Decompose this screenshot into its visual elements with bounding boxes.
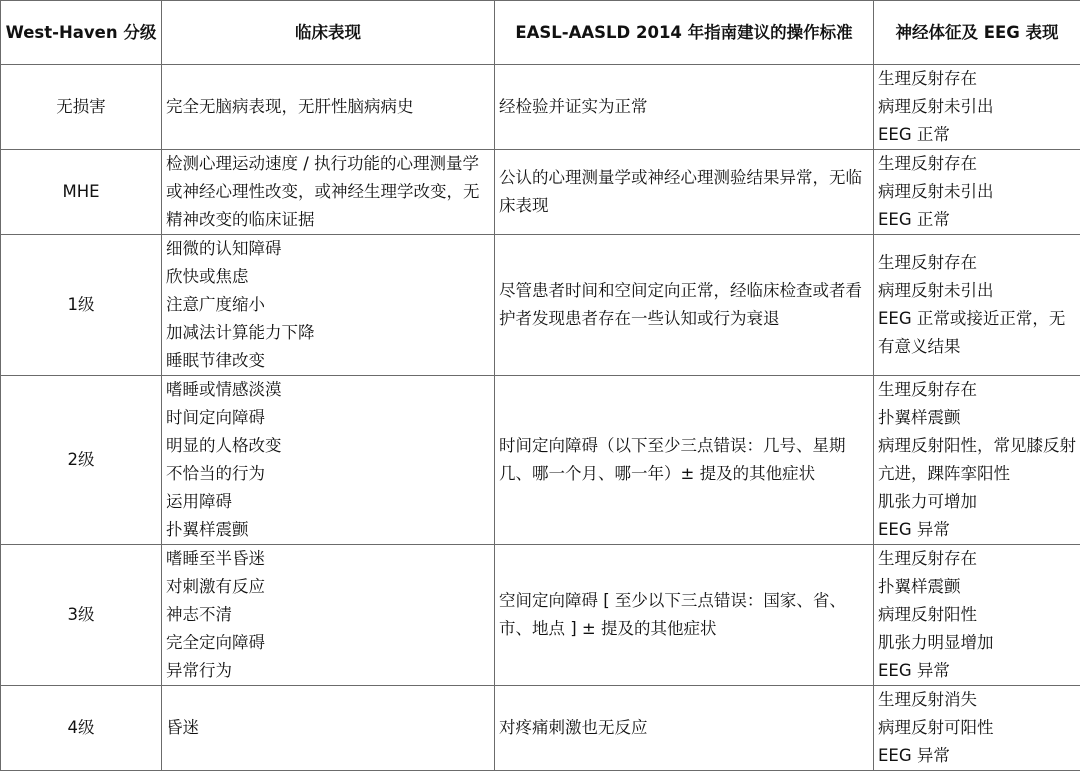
grade-cell: 3级 bbox=[1, 545, 162, 686]
sign-line: 病理反射阳性 bbox=[878, 601, 1076, 629]
criteria-cell: 空间定向障碍 [ 至少以下三点错误：国家、省、市、地点 ] ± 提及的其他症状 bbox=[495, 545, 874, 686]
clinical-line: 完全无脑病表现，无肝性脑病病史 bbox=[166, 93, 490, 121]
clinical-line: 欣快或焦虑 bbox=[166, 263, 490, 291]
clinical-cell bbox=[162, 376, 495, 545]
sign-line: 生理反射存在 bbox=[878, 545, 1076, 573]
sign-line: 病理反射未引出 bbox=[878, 93, 1076, 121]
signs-cell bbox=[874, 65, 1080, 150]
header-clinical: 临床表现 bbox=[162, 1, 495, 65]
header-row bbox=[1, 1, 1080, 65]
table-row bbox=[1, 65, 1080, 150]
clinical-line: 检测心理运动速度 / 执行功能的心理测量学或神经心理性改变，或神经生理学改变，无精神改变的临床证据 bbox=[166, 150, 490, 234]
sign-line: EEG 异常 bbox=[878, 742, 1076, 770]
grade-cell: 2级 bbox=[1, 376, 162, 545]
header-signs: 神经体征及 EEG 表现 bbox=[874, 1, 1080, 65]
sign-line: 病理反射未引出 bbox=[878, 178, 1076, 206]
clinical-line: 嗜睡或情感淡漠 bbox=[166, 376, 490, 404]
clinical-line: 不恰当的行为 bbox=[166, 460, 490, 488]
signs-cell bbox=[874, 376, 1080, 545]
sign-line: 生理反射存在 bbox=[878, 249, 1076, 277]
clinical-line: 明显的人格改变 bbox=[166, 432, 490, 460]
grade-cell: 1级 bbox=[1, 235, 162, 376]
criteria-cell: 对疼痛刺激也无反应 bbox=[495, 686, 874, 771]
clinical-line: 运用障碍 bbox=[166, 488, 490, 516]
clinical-line: 注意广度缩小 bbox=[166, 291, 490, 319]
grade-cell: MHE bbox=[1, 150, 162, 235]
clinical-line: 对刺激有反应 bbox=[166, 573, 490, 601]
sign-line: 生理反射消失 bbox=[878, 686, 1076, 714]
criteria-cell: 公认的心理测量学或神经心理测验结果异常，无临床表现 bbox=[495, 150, 874, 235]
sign-line: 病理反射可阳性 bbox=[878, 714, 1076, 742]
sign-line: 生理反射存在 bbox=[878, 65, 1076, 93]
clinical-line: 神志不清 bbox=[166, 601, 490, 629]
sign-line: EEG 正常或接近正常，无有意义结果 bbox=[878, 305, 1076, 361]
sign-line: EEG 正常 bbox=[878, 206, 1076, 234]
header-grade: West-Haven 分级 bbox=[1, 1, 162, 65]
table-row bbox=[1, 235, 1080, 376]
signs-cell bbox=[874, 150, 1080, 235]
sign-line: 扑翼样震颤 bbox=[878, 404, 1076, 432]
clinical-line: 细微的认知障碍 bbox=[166, 235, 490, 263]
table-row bbox=[1, 376, 1080, 545]
clinical-line: 加减法计算能力下降 bbox=[166, 319, 490, 347]
grade-cell: 无损害 bbox=[1, 65, 162, 150]
signs-cell bbox=[874, 686, 1080, 771]
table-row bbox=[1, 545, 1080, 686]
clinical-cell bbox=[162, 686, 495, 771]
grade-cell: 4级 bbox=[1, 686, 162, 771]
clinical-line: 睡眠节律改变 bbox=[166, 347, 490, 375]
criteria-cell: 经检验并证实为正常 bbox=[495, 65, 874, 150]
sign-line: 扑翼样震颤 bbox=[878, 573, 1076, 601]
sign-line: 病理反射阳性，常见膝反射亢进，踝阵挛阳性 bbox=[878, 432, 1076, 488]
table-row bbox=[1, 686, 1080, 771]
header-criteria: EASL-AASLD 2014 年指南建议的操作标准 bbox=[495, 1, 874, 65]
clinical-cell bbox=[162, 545, 495, 686]
sign-line: 肌张力明显增加 bbox=[878, 629, 1076, 657]
sign-line: EEG 异常 bbox=[878, 516, 1076, 544]
clinical-line: 完全定向障碍 bbox=[166, 629, 490, 657]
sign-line: 生理反射存在 bbox=[878, 376, 1076, 404]
clinical-line: 昏迷 bbox=[166, 714, 490, 742]
clinical-cell bbox=[162, 65, 495, 150]
sign-line: EEG 正常 bbox=[878, 121, 1076, 149]
signs-cell bbox=[874, 235, 1080, 376]
clinical-line: 嗜睡至半昏迷 bbox=[166, 545, 490, 573]
sign-line: 肌张力可增加 bbox=[878, 488, 1076, 516]
clinical-line: 扑翼样震颤 bbox=[166, 516, 490, 544]
clinical-line: 异常行为 bbox=[166, 657, 490, 685]
signs-cell bbox=[874, 545, 1080, 686]
table-row bbox=[1, 150, 1080, 235]
criteria-cell: 时间定向障碍（以下至少三点错误：几号、星期几、哪一个月、哪一年）± 提及的其他症状 bbox=[495, 376, 874, 545]
sign-line: 生理反射存在 bbox=[878, 150, 1076, 178]
criteria-cell: 尽管患者时间和空间定向正常，经临床检查或者看护者发现患者存在一些认知或行为衰退 bbox=[495, 235, 874, 376]
clinical-cell bbox=[162, 235, 495, 376]
clinical-line: 时间定向障碍 bbox=[166, 404, 490, 432]
clinical-cell bbox=[162, 150, 495, 235]
sign-line: EEG 异常 bbox=[878, 657, 1076, 685]
sign-line: 病理反射未引出 bbox=[878, 277, 1076, 305]
